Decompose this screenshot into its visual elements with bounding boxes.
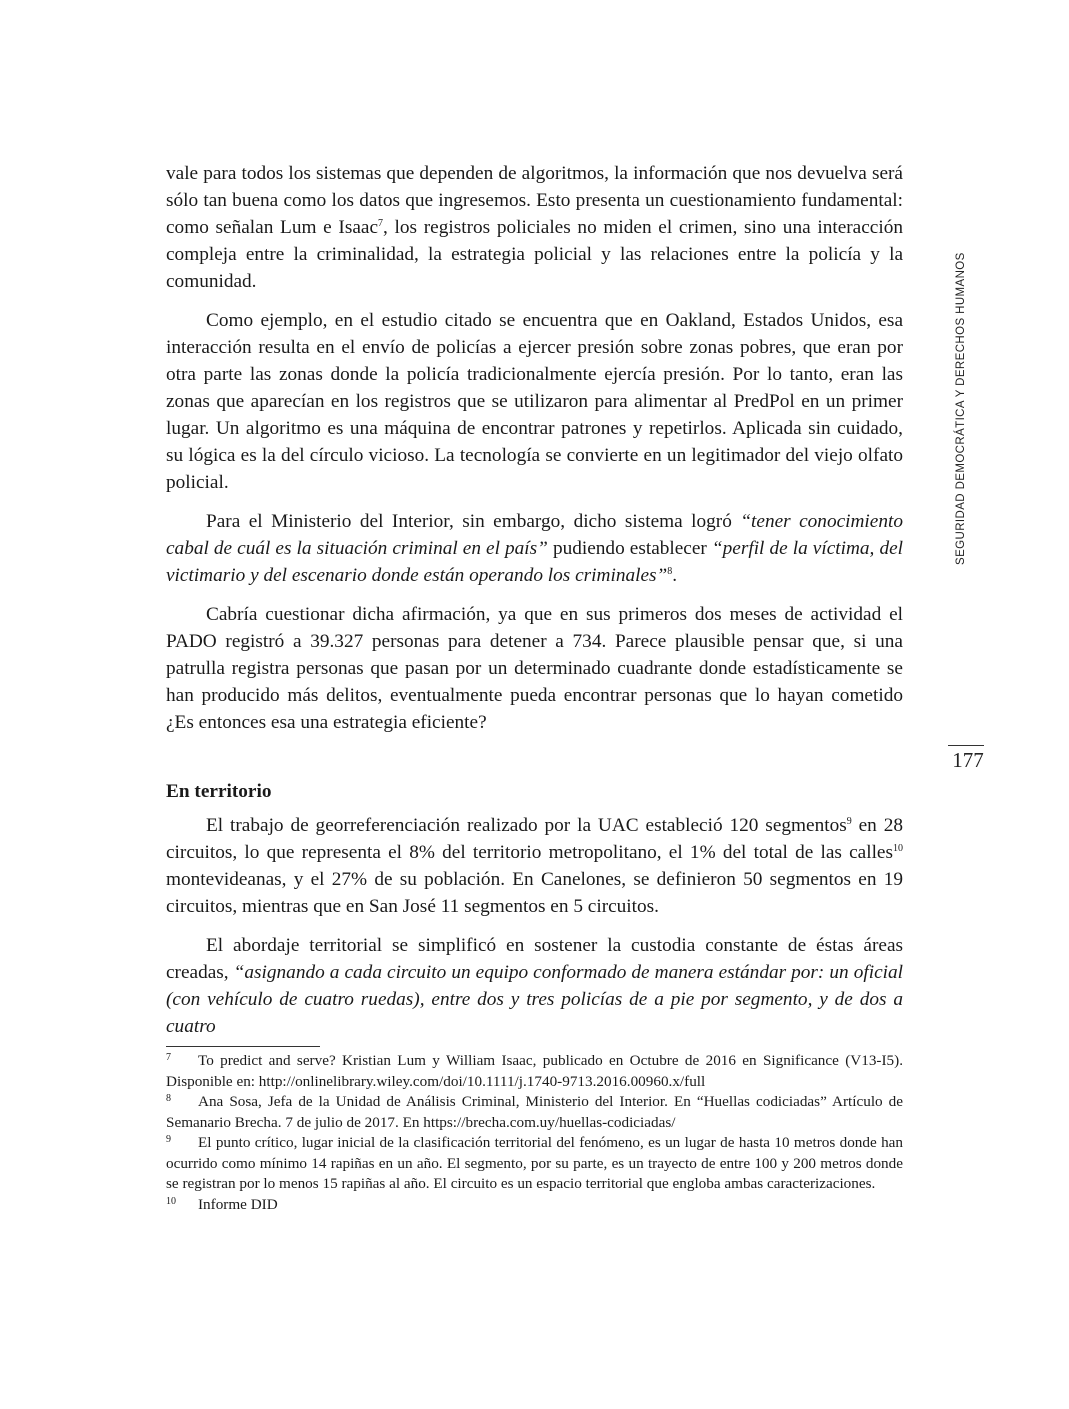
footnote-item: 8 Ana Sosa, Jefa de la Unidad de Análisis Criminal, Ministerio del Interior. En “Huellas codiciadas” Artículo de Semanario Brecha. 7 de julio de 2017. En https://brecha.com.uy/huellas-codiciadas/ (166, 1093, 903, 1131)
quote: “perfil de la víctima, del victimario y del escenario donde están operando los criminales” (166, 538, 903, 586)
footnote-item: 7 To predict and serve? Kristian Lum y William Isaac, publicado en Octubre de 2016 en Significance (V13-I5). Disponible en: http://onlinelibrary.wiley.com/doi/10.1111/j.1740-9713.2016.00960.x/full (166, 1052, 903, 1090)
text-run: en 28 circuitos, lo que representa el 8% del territorio metropolitano, el 1% del total de las calles (166, 815, 903, 863)
body-text (166, 160, 903, 1040)
quote: “asignando a cada circuito un equipo conformado de manera estándar por: un oficial (con vehículo de cuatro ruedas), entre dos y tres policías de a pie por segmento, y de dos a cuatro (166, 962, 904, 1037)
footnote-ref-9[interactable]: 9 (846, 816, 852, 827)
footnotes (166, 1051, 903, 1215)
paragraph-5 (166, 812, 903, 920)
paragraph-3 (166, 508, 903, 589)
quote: “tener conocimiento cabal de cuál es la situación criminal en el país” (166, 511, 903, 559)
footnote-ref-7[interactable]: 7 (378, 218, 384, 229)
footnote-item: 9 El punto crítico, lugar inicial de la clasificación territorial del fenómeno, es un lugar de hasta 10 metros donde han ocurrido como mínimo 14 rapiñas en un año. El segmento, por su parte, es un trayecto de entre 100 y 200 metros donde se registran por lo menos 15 rapiñas al año. El circuito es un espacio territorial que engloba ambas caracterizaciones. (166, 1134, 903, 1192)
footnote-item: 10 Informe DID (166, 1195, 278, 1213)
paragraph-1 (166, 160, 903, 295)
paragraph-4: Cabría cuestionar dicha afirmación, ya que en sus primeros dos meses de actividad el PADO registró a 39.327 personas para detener a 734. Parece plausible pensar que, si una patrulla registra personas que pasan por un determinado cuadrante donde estadísticamente se han producido más delitos, eventualmente pueda encontrar personas que lo hayan cometido ¿Es entonces esa una estrategia eficiente? (166, 604, 903, 733)
footnote-text: El punto crítico, lugar inicial de la clasificación territorial del fenómeno, es un lugar de hasta 10 metros donde han ocurrido como mínimo 14 rapiñas en un año. El segmento, por su parte, es un trayecto de entre 100 y 200 metros donde se registran por lo menos 15 rapiñas al año. El circuito es un espacio territorial que engloba ambas caracterizaciones. (166, 1134, 903, 1192)
text-run: , los registros policiales no miden el crimen, sino una interacción compleja entre la criminalidad, la estrategia policial y las relaciones entre la policía y la comunidad. (166, 217, 903, 292)
footnote-ref-8[interactable]: 8 (667, 566, 673, 577)
text-run: . (672, 565, 678, 586)
footnote-separator (166, 1046, 320, 1047)
text-run: montevideanas, y el 27% de su población. En Canelones, se definieron 50 segmentos en 19 circuitos, mientras que en San José 11 segmentos en 5 circuitos. (166, 869, 903, 917)
text-run: El abordaje territorial se simplificó en sostener la custodia constante de éstas áreas creadas, (166, 935, 903, 983)
running-header-vertical: SEGURIDAD DEMOCRÁTICA Y DERECHOS HUMANOS (955, 252, 967, 565)
footnote-ref-10[interactable]: 10 (893, 843, 903, 854)
text-run: El trabajo de georreferenciación realizado por la UAC estableció 120 segmentos (206, 815, 847, 836)
page-number-rule (948, 745, 984, 746)
paragraph-6 (166, 932, 903, 1040)
text-run: pudiendo establecer (547, 538, 712, 559)
footnote-text: To predict and serve? Kristian Lum y William Isaac, publicado en Octubre de 2016 en Significance (V13-I5). Disponible en: http://onlinelibrary.wiley.com/doi/10.1111/j.1740-9713.2016.00960.x/full (166, 1052, 903, 1090)
page-number: 177 (952, 748, 984, 772)
paragraph-2: Como ejemplo, en el estudio citado se encuentra que en Oakland, Estados Unidos, esa interacción resulta en el envío de policías a ejercer presión sobre zonas pobres, que eran por otra parte las zonas donde la policía tradicionalmente ejercía presión. Por lo tanto, eran las zonas que aparecían en los registros que se utilizaron para alimentar al PredPol en un primer lugar. Un algoritmo es una máquina de encontrar patrones y repetirlos. Aplicada sin cuidado, su lógica es la del círculo vicioso. La tecnología se convierte en un legitimador del viejo olfato policial. (166, 310, 903, 493)
text-run: vale para todos los sistemas que dependen de algoritmos, la información que nos devuelva será sólo tan buena como los datos que ingresemos. Esto presenta un cuestionamiento fundamental: como señalan Lum e Isaac (166, 163, 903, 238)
footnote-text: Ana Sosa, Jefa de la Unidad de Análisis Criminal, Ministerio del Interior. En “Huellas codiciadas” Artículo de Semanario Brecha. 7 de julio de 2017. En https://brecha.com.uy/huellas-codiciadas/ (166, 1093, 903, 1131)
footnote-text: Informe DID (198, 1195, 278, 1213)
section-heading: En territorio (166, 781, 272, 802)
text-run: Para el Ministerio del Interior, sin embargo, dicho sistema logró (206, 511, 741, 532)
